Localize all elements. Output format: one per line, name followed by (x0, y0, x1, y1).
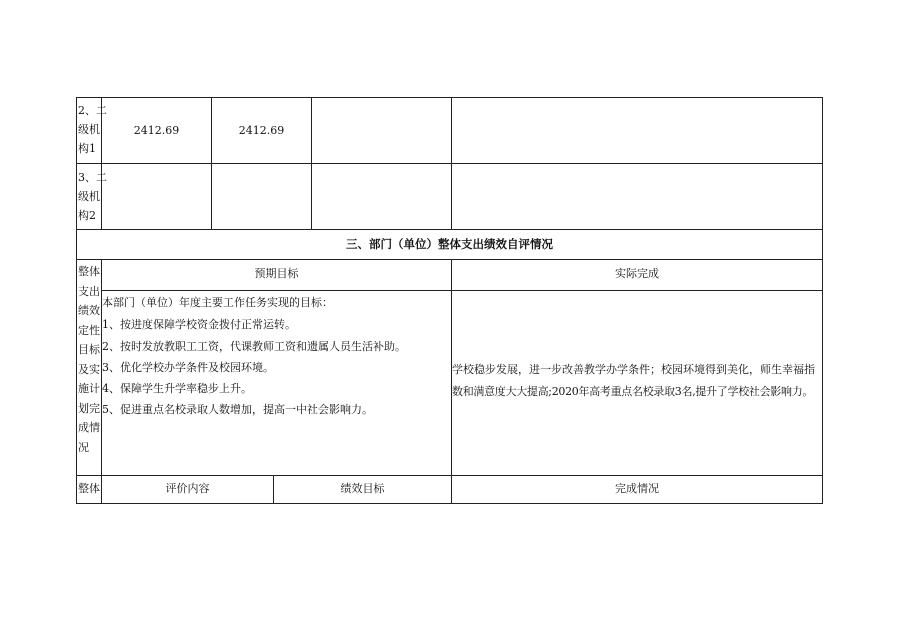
col-content-header: 评价内容 (165, 482, 210, 495)
row-label-secondary-org-2: 3、二 级机 构2 (78, 171, 107, 222)
table-border (76, 97, 823, 98)
table-border (451, 97, 452, 229)
col-expected-header: 预期目标 (254, 267, 299, 280)
table-border (76, 259, 823, 260)
goal-line: 本部门（单位）年度主要工作任务实现的目标： (102, 296, 333, 309)
goal-line: 1、按进度保障学校资金拨付正常运转。 (102, 318, 296, 331)
eval-side-label: 整体 支出 绩效 定性 目标 及实 施计 划完 成情 况 (78, 265, 100, 454)
table-border (211, 97, 212, 229)
table-border (822, 97, 823, 504)
col-actual-header: 实际完成 (615, 267, 659, 280)
row-label-secondary-org-1: 2、二 级机 构1 (78, 104, 107, 155)
goal-line: 3、优化学校办学条件及校园环境。 (102, 361, 274, 374)
goal-line: 2、按时发放教职工工资，代课教师工资和遗属人员生活补助。 (102, 340, 406, 353)
table-border (76, 229, 823, 230)
actual-line: 数和满意度大大提高;2020年高考重点名校录取3名,提升了学校社会影响力。 (452, 385, 814, 398)
table-border (311, 97, 312, 229)
row2-budget-a: 2412.69 (133, 124, 180, 137)
table-border (101, 290, 823, 291)
table-border (76, 97, 77, 504)
col-target-header: 绩效目标 (340, 482, 385, 495)
row2-budget-b: 2412.69 (238, 124, 285, 137)
table-border (76, 475, 823, 476)
col-status-header: 完成情况 (615, 482, 659, 495)
goal-line: 4、保障学生升学率稳步上升。 (102, 382, 252, 395)
actual-line: 学校稳步发展，进一步改善教学办学条件；校园环境得到美化，师生幸福指 (452, 363, 815, 376)
bottom-side-label: 整体 (78, 482, 100, 495)
goal-line: 5、促进重点名校录取人数增加，提高一中社会影响力。 (102, 403, 373, 416)
table-border (451, 259, 452, 503)
table-border (76, 163, 823, 164)
section-title: 三、部门（单位）整体支出绩效自评情况 (346, 237, 553, 251)
table-border (76, 503, 823, 504)
